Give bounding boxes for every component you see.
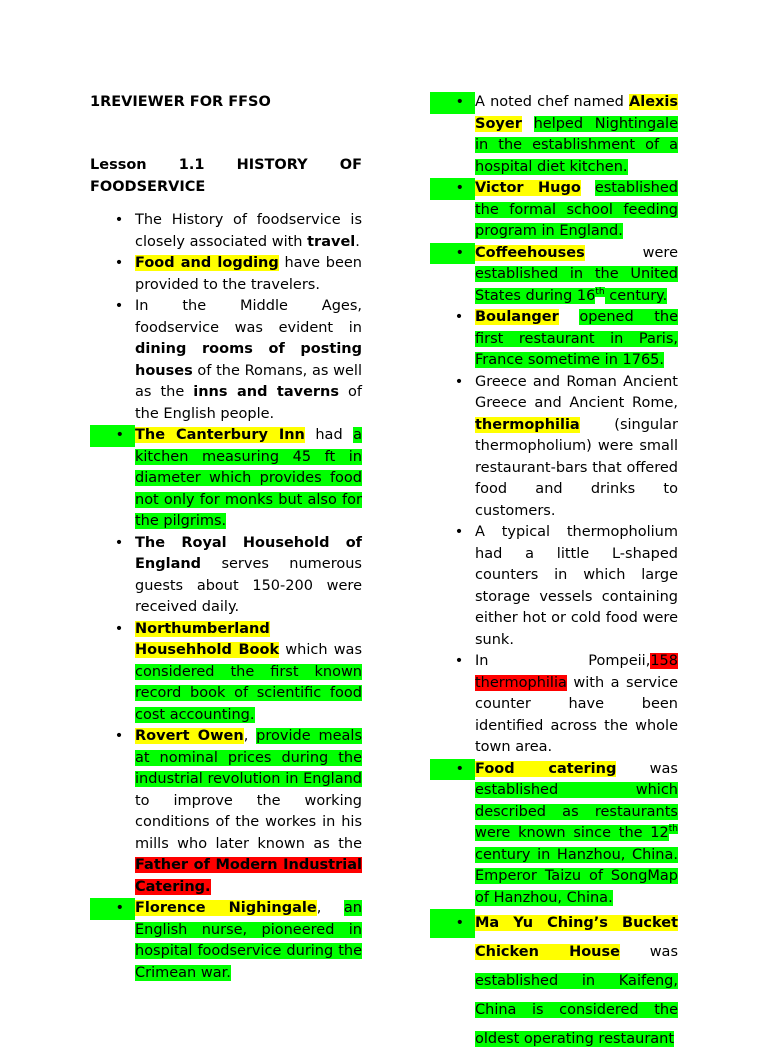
text-run: established in Kaifeng, China is considered the oldest operating restaurant bbox=[475, 973, 678, 1047]
text-run: Victor Hugo bbox=[475, 180, 581, 196]
bullet-icon: • bbox=[454, 373, 464, 390]
left-bullet-list bbox=[90, 210, 362, 984]
bullet-icon: • bbox=[114, 298, 124, 314]
text-run bbox=[581, 180, 595, 196]
text-run: a kitchen measuring 45 ft in diameter which provides food not only for monks but also for the pilgrims. bbox=[135, 427, 363, 529]
text-run: Greece and Roman Ancient Greece and Ancient Rome, bbox=[475, 373, 678, 411]
bullet-icon: • bbox=[454, 309, 464, 325]
text-run: helped Nightingale in the establishment of a hospital diet kitchen. bbox=[475, 115, 678, 175]
text-run: established the formal school feeding program in England. bbox=[475, 180, 678, 239]
list-item bbox=[90, 210, 362, 253]
text-run: In the Middle Ages, foodservice was evident in bbox=[135, 298, 362, 336]
text-run: 158 thermophilia bbox=[475, 653, 678, 691]
bullet-icon: • bbox=[430, 909, 475, 938]
text-run: century. bbox=[604, 287, 668, 304]
text-run: The History of foodservice is closely associated with bbox=[135, 212, 362, 250]
text-run: considered the first known record book of scientific food cost accounting. bbox=[135, 663, 362, 723]
text-run: , bbox=[316, 900, 344, 916]
text-run: of the English people. bbox=[135, 384, 363, 422]
text-run: dining rooms of posting houses bbox=[135, 341, 362, 379]
lesson-word: 1.1 bbox=[178, 157, 205, 173]
text-run: travel bbox=[307, 233, 356, 250]
text-run: (singular thermopholium) were small restaurant-bars that offered food and drinks to customers. bbox=[475, 416, 678, 519]
text-run: established in the United States during 16 bbox=[475, 266, 678, 304]
bullet-icon: • bbox=[114, 620, 124, 637]
text-run: Northumberland Househhold Book bbox=[135, 620, 280, 658]
lesson-word: OF bbox=[339, 157, 362, 173]
text-run: century in Hanzhou, China. Emperor Taizu of SongMap of Hanzhou, China. bbox=[475, 846, 678, 906]
text-run: to improve the working conditions of the workes in his mills who later known as the bbox=[135, 792, 362, 852]
text-run: which was bbox=[279, 642, 362, 658]
text-run: The Canterbury Inn bbox=[135, 427, 305, 443]
text-run: th bbox=[668, 824, 678, 834]
text-run: was bbox=[616, 760, 678, 777]
text-run: was bbox=[619, 944, 678, 960]
text-run: . bbox=[355, 233, 360, 250]
text-run: have been provided to the travelers. bbox=[135, 255, 362, 293]
list-item bbox=[430, 307, 678, 372]
text-run bbox=[559, 309, 580, 325]
text-run: of the Romans, as well as the bbox=[135, 362, 362, 400]
bullet-icon: • bbox=[454, 653, 464, 669]
list-item bbox=[430, 178, 678, 243]
list-item bbox=[430, 243, 678, 308]
text-run: The Royal Household of England bbox=[135, 534, 362, 572]
text-run: Father of Modern Industrial Catering. bbox=[135, 857, 362, 895]
bullet-icon: • bbox=[90, 425, 135, 447]
list-item bbox=[430, 522, 678, 651]
list-item bbox=[90, 726, 362, 898]
text-run: were bbox=[584, 244, 678, 261]
text-run bbox=[522, 116, 534, 132]
lesson-heading bbox=[90, 155, 362, 198]
text-run: Coffeehouses bbox=[475, 244, 585, 261]
text-run: inns and taverns bbox=[193, 384, 340, 400]
text-run: Alexis Soyer bbox=[475, 94, 678, 132]
list-item bbox=[430, 759, 678, 910]
list-item bbox=[90, 296, 362, 425]
list-item bbox=[90, 898, 362, 984]
text-run: established which described as restaurants were known since the 12 bbox=[475, 782, 678, 841]
text-run: Food catering bbox=[475, 760, 617, 777]
list-item bbox=[90, 253, 362, 296]
text-run: with a service counter have been identified across the whole town area. bbox=[475, 674, 678, 755]
text-run: thermophilia bbox=[475, 416, 580, 433]
bullet-icon: • bbox=[114, 728, 124, 744]
lesson-word: Lesson bbox=[90, 157, 147, 173]
text-run: Boulanger bbox=[475, 309, 559, 325]
bullet-icon: • bbox=[430, 243, 475, 265]
bullet-icon: • bbox=[114, 212, 124, 228]
text-run: an English nurse, pioneered in hospital foodservice during the Crimean war. bbox=[135, 900, 362, 981]
lesson-word: HISTORY bbox=[236, 157, 308, 173]
bullet-icon: • bbox=[90, 898, 135, 920]
list-item bbox=[430, 909, 678, 1054]
document-title: 1REVIEWER FOR FFSO bbox=[90, 94, 271, 110]
text-run: A noted chef named bbox=[475, 94, 630, 110]
bullet-icon: • bbox=[114, 534, 124, 551]
list-item bbox=[90, 619, 362, 727]
list-item bbox=[430, 372, 678, 523]
text-run: In Pompeii, bbox=[475, 653, 651, 669]
text-run: Food and logding bbox=[135, 255, 279, 271]
text-run: Florence Nighingale bbox=[135, 900, 317, 916]
bullet-icon: • bbox=[114, 255, 124, 271]
text-run: th bbox=[595, 286, 605, 297]
right-bullet-list bbox=[430, 92, 678, 1054]
text-run: had bbox=[304, 427, 354, 443]
bullet-icon: • bbox=[430, 92, 475, 114]
text-run: A typical thermopholium had a little L-shaped counters in which large storage vessels containing either hot or cold food were sunk. bbox=[475, 524, 678, 648]
text-run: opened the first restaurant in Paris, France sometime in 1765. bbox=[475, 309, 679, 368]
text-run: , bbox=[243, 728, 257, 744]
list-item bbox=[90, 533, 362, 619]
text-run: serves numerous guests about 150-200 were received daily. bbox=[135, 556, 362, 615]
text-run: Rovert Owen bbox=[135, 728, 244, 744]
bullet-icon: • bbox=[454, 524, 464, 540]
bullet-icon: • bbox=[430, 178, 475, 200]
text-run: provide meals at nominal prices during the industrial revolution in England bbox=[135, 728, 363, 787]
list-item bbox=[430, 651, 678, 759]
bullet-icon: • bbox=[430, 759, 475, 781]
list-item bbox=[90, 425, 362, 533]
text-run: Ma Yu Ching’s Bucket Chicken House bbox=[475, 915, 678, 960]
lesson-word: FOODSERVICE bbox=[90, 178, 206, 195]
list-item bbox=[430, 92, 678, 178]
